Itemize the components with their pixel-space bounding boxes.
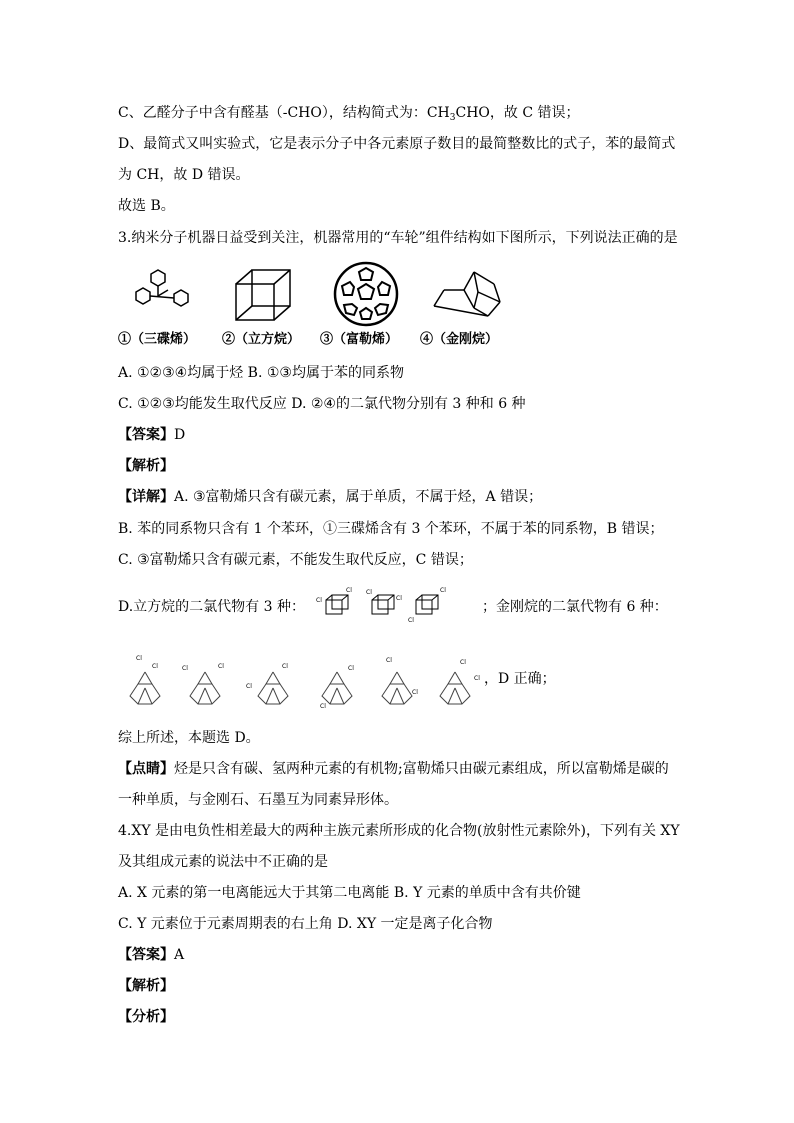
cl-label: Cl — [386, 657, 392, 664]
line-c-option: C、乙醛分子中含有醛基（-CHO），结构简式为：$CH_3CHO$，故 C 错误； — [118, 105, 580, 123]
caption-adamantane: ④（金刚烷） — [420, 332, 499, 347]
cl-label: Cl — [408, 617, 414, 624]
cl-label: Cl — [460, 659, 466, 666]
cubane-dichloride-isomers — [312, 584, 462, 624]
q3-detail-d3: ，D 正确； — [484, 671, 556, 687]
q3-analysis-label: 【解析】 — [118, 458, 174, 474]
fullerene-structure — [330, 260, 402, 328]
cl-label: Cl — [218, 663, 224, 670]
line-choose-b: 故选 B。 — [118, 198, 175, 214]
q3-options-ab: A. ①②③④均属于烃 B. ①③均属于苯的同系物 — [118, 365, 404, 381]
caption-fullerene: ③（富勒烯） — [320, 332, 399, 347]
cl-label: Cl — [346, 587, 352, 594]
cl-label: Cl — [348, 665, 354, 672]
cl-label: Cl — [182, 665, 188, 672]
cl-label: Cl — [366, 589, 372, 596]
q4-analysis-label: 【解析】 — [118, 978, 174, 994]
q4-options-ab: A. X 元素的第一电离能远大于其第二电离能 B. Y 元素的单质中含有共价键 — [118, 885, 581, 901]
q3-summary: 综上所述，本题选 D。 — [118, 730, 260, 746]
caption-triptycene: ①（三碟烯） — [118, 332, 197, 347]
q3-answer: 【答案】D — [118, 427, 186, 443]
cl-label: Cl — [412, 689, 418, 696]
caption-cubane: ②（立方烷） — [222, 332, 301, 347]
adamantane-structure — [428, 262, 508, 324]
q3-detail-c: C. ③富勒烯只含有碳元素，不能发生取代反应，C 错误； — [118, 552, 473, 568]
cl-label: Cl — [136, 655, 142, 662]
cl-label: Cl — [396, 595, 402, 602]
q3-options-cd: C. ①②③均能发生取代反应 D. ②④的二氯代物分别有 3 种和 6 种 — [118, 396, 526, 412]
q4-options-cd: C. Y 元素位于元素周期表的右上角 D. XY 一定是离子化合物 — [118, 916, 493, 932]
q4-answer: 【答案】A — [118, 947, 185, 963]
adamantane-dichloride-isomers — [120, 650, 490, 710]
q3-tip-2: 一种单质，与金刚石、石墨互为同素异形体。 — [118, 792, 398, 808]
q3-detail-b: B. 苯的同系物只含有 1 个苯环，①三碟烯含有 3 个苯环，不属于苯的同系物，B 错误； — [118, 521, 664, 537]
question-4-stem-2: 及其组成元素的说法中不正确的是 — [118, 854, 328, 870]
question-4-stem-1: 4.XY 是由电负性相差最大的两种主族元素所形成的化合物(放射性元素除外)，下列有关 XY — [118, 823, 680, 839]
cl-label: Cl — [316, 597, 322, 604]
triptycene-structure — [128, 262, 198, 324]
question-3-stem: 3.纳米分子机器日益受到关注，机器常用的“车轮”组件结构如下图所示，下列说法正确的是 — [118, 230, 678, 246]
q3-detail-d1: D.立方烷的二氯代物有 3 种： — [118, 599, 305, 615]
cl-label: Cl — [320, 703, 326, 710]
q3-detail-a: 【详解】A. ③富勒烯只含有碳元素，属于单质，不属于烃，A 错误； — [118, 489, 543, 505]
cl-label: Cl — [282, 663, 288, 670]
cl-label: Cl — [152, 663, 158, 670]
cl-label: Cl — [440, 587, 446, 594]
cl-label: Cl — [246, 683, 252, 690]
q4-fenxi-label: 【分析】 — [118, 1009, 174, 1025]
line-d-option: D、最简式又叫实验式，它是表示分子中各元素原子数目的最简整数比的式子，苯的最简式 — [118, 136, 676, 152]
cl-label: Cl — [474, 675, 480, 682]
cubane-structure — [232, 266, 298, 324]
q3-tip-1: 【点睛】烃是只含有碳、氢两种元素的有机物;富勒烯只由碳元素组成，所以富勒烯是碳的 — [118, 761, 669, 777]
q3-detail-d2: ；金刚烷的二氯代物有 6 种： — [482, 599, 668, 615]
line-d-option-cont: 为 CH，故 D 错误。 — [118, 167, 250, 183]
